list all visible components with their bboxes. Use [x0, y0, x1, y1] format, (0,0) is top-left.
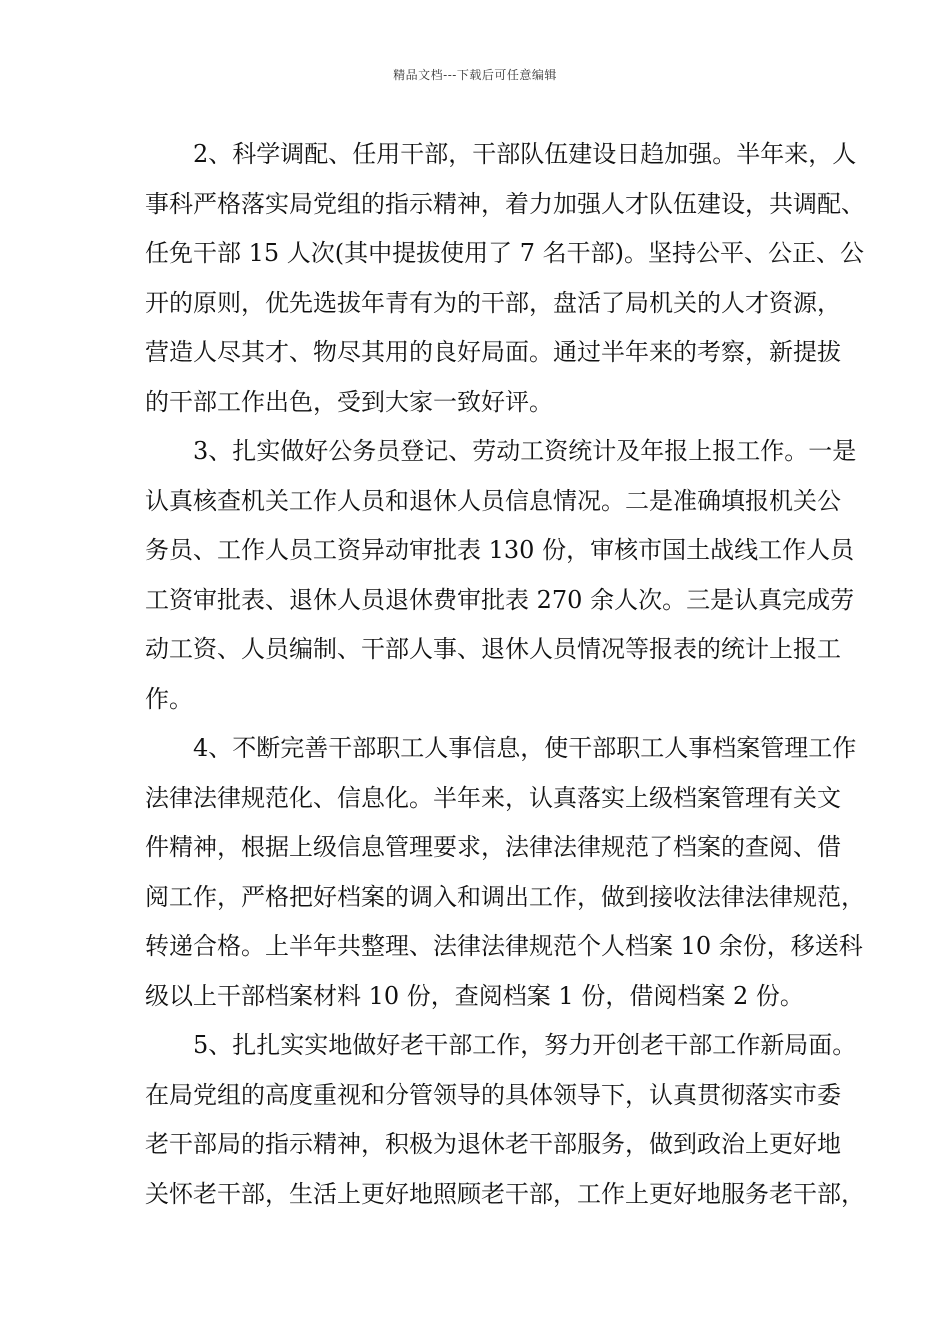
text-line: 认真核查机关工作人员和退休人员信息情况。二是准确填报机关公	[145, 486, 841, 515]
paragraph-2	[145, 130, 865, 427]
text-line: 工资审批表、退休人员退休费审批表 270 余人次。三是认真完成劳	[145, 585, 855, 614]
text-line: 2、科学调配、任用干部，干部队伍建设日趋加强。半年来，人	[193, 140, 857, 168]
text-line: 营造人尽其才、物尽其用的良好局面。通过半年来的考察，新提拔	[145, 338, 841, 366]
text-line: 务员、工作人员工资异动审批表 130 份，审核市国土战线工作人员	[145, 536, 855, 564]
text-line: 动工资、人员编制、干部人事、退休人员情况等报表的统计上报工	[145, 635, 841, 663]
text-line: 任免干部 15 人次(其中提拔使用了 7 名干部)。坚持公平、公正、公	[145, 239, 865, 267]
text-line: 5、扎扎实实地做好老干部工作，努力开创老干部工作新局面。	[193, 1031, 857, 1059]
document-body	[145, 130, 865, 1219]
text-line: 的干部工作出色，受到大家一致好评。	[145, 387, 553, 416]
text-line: 4、不断完善干部职工人事信息，使干部职工人事档案管理工作	[193, 734, 857, 762]
text-line: 阅工作，严格把好档案的调入和调出工作，做到接收法律法律规范，	[145, 882, 865, 911]
text-line: 件精神，根据上级信息管理要求，法律法律规范了档案的查阅、借	[145, 833, 841, 861]
text-line: 在局党组的高度重视和分管领导的具体领导下，认真贯彻落实市委	[145, 1080, 841, 1109]
page-header: 精品文档---下载后可任意编辑	[393, 68, 557, 82]
text-line: 老干部局的指示精神，积极为退休老干部服务，做到政治上更好地	[145, 1130, 841, 1158]
text-line: 关怀老干部，生活上更好地照顾老干部，工作上更好地服务老干部，	[145, 1179, 865, 1208]
text-line: 法律法律规范化、信息化。半年来，认真落实上级档案管理有关文	[145, 783, 841, 812]
text-line: 3、扎实做好公务员登记、劳动工资统计及年报上报工作。一是	[193, 437, 857, 465]
text-line: 事科严格落实局党组的指示精神，着力加强人才队伍建设，共调配、	[145, 189, 865, 218]
text-line: 级以上干部档案材料 10 份，查阅档案 1 份，借阅档案 2 份。	[145, 981, 804, 1010]
text-line: 转递合格。上半年共整理、法律法律规范个人档案 10 余份，移送科	[145, 932, 863, 960]
paragraph-4	[145, 724, 865, 1021]
text-line: 开的原则，优先选拔年青有为的干部，盘活了局机关的人才资源，	[145, 288, 841, 317]
paragraph-3	[145, 427, 857, 724]
text-line: 作。	[145, 684, 193, 713]
paragraph-5	[145, 1021, 865, 1219]
